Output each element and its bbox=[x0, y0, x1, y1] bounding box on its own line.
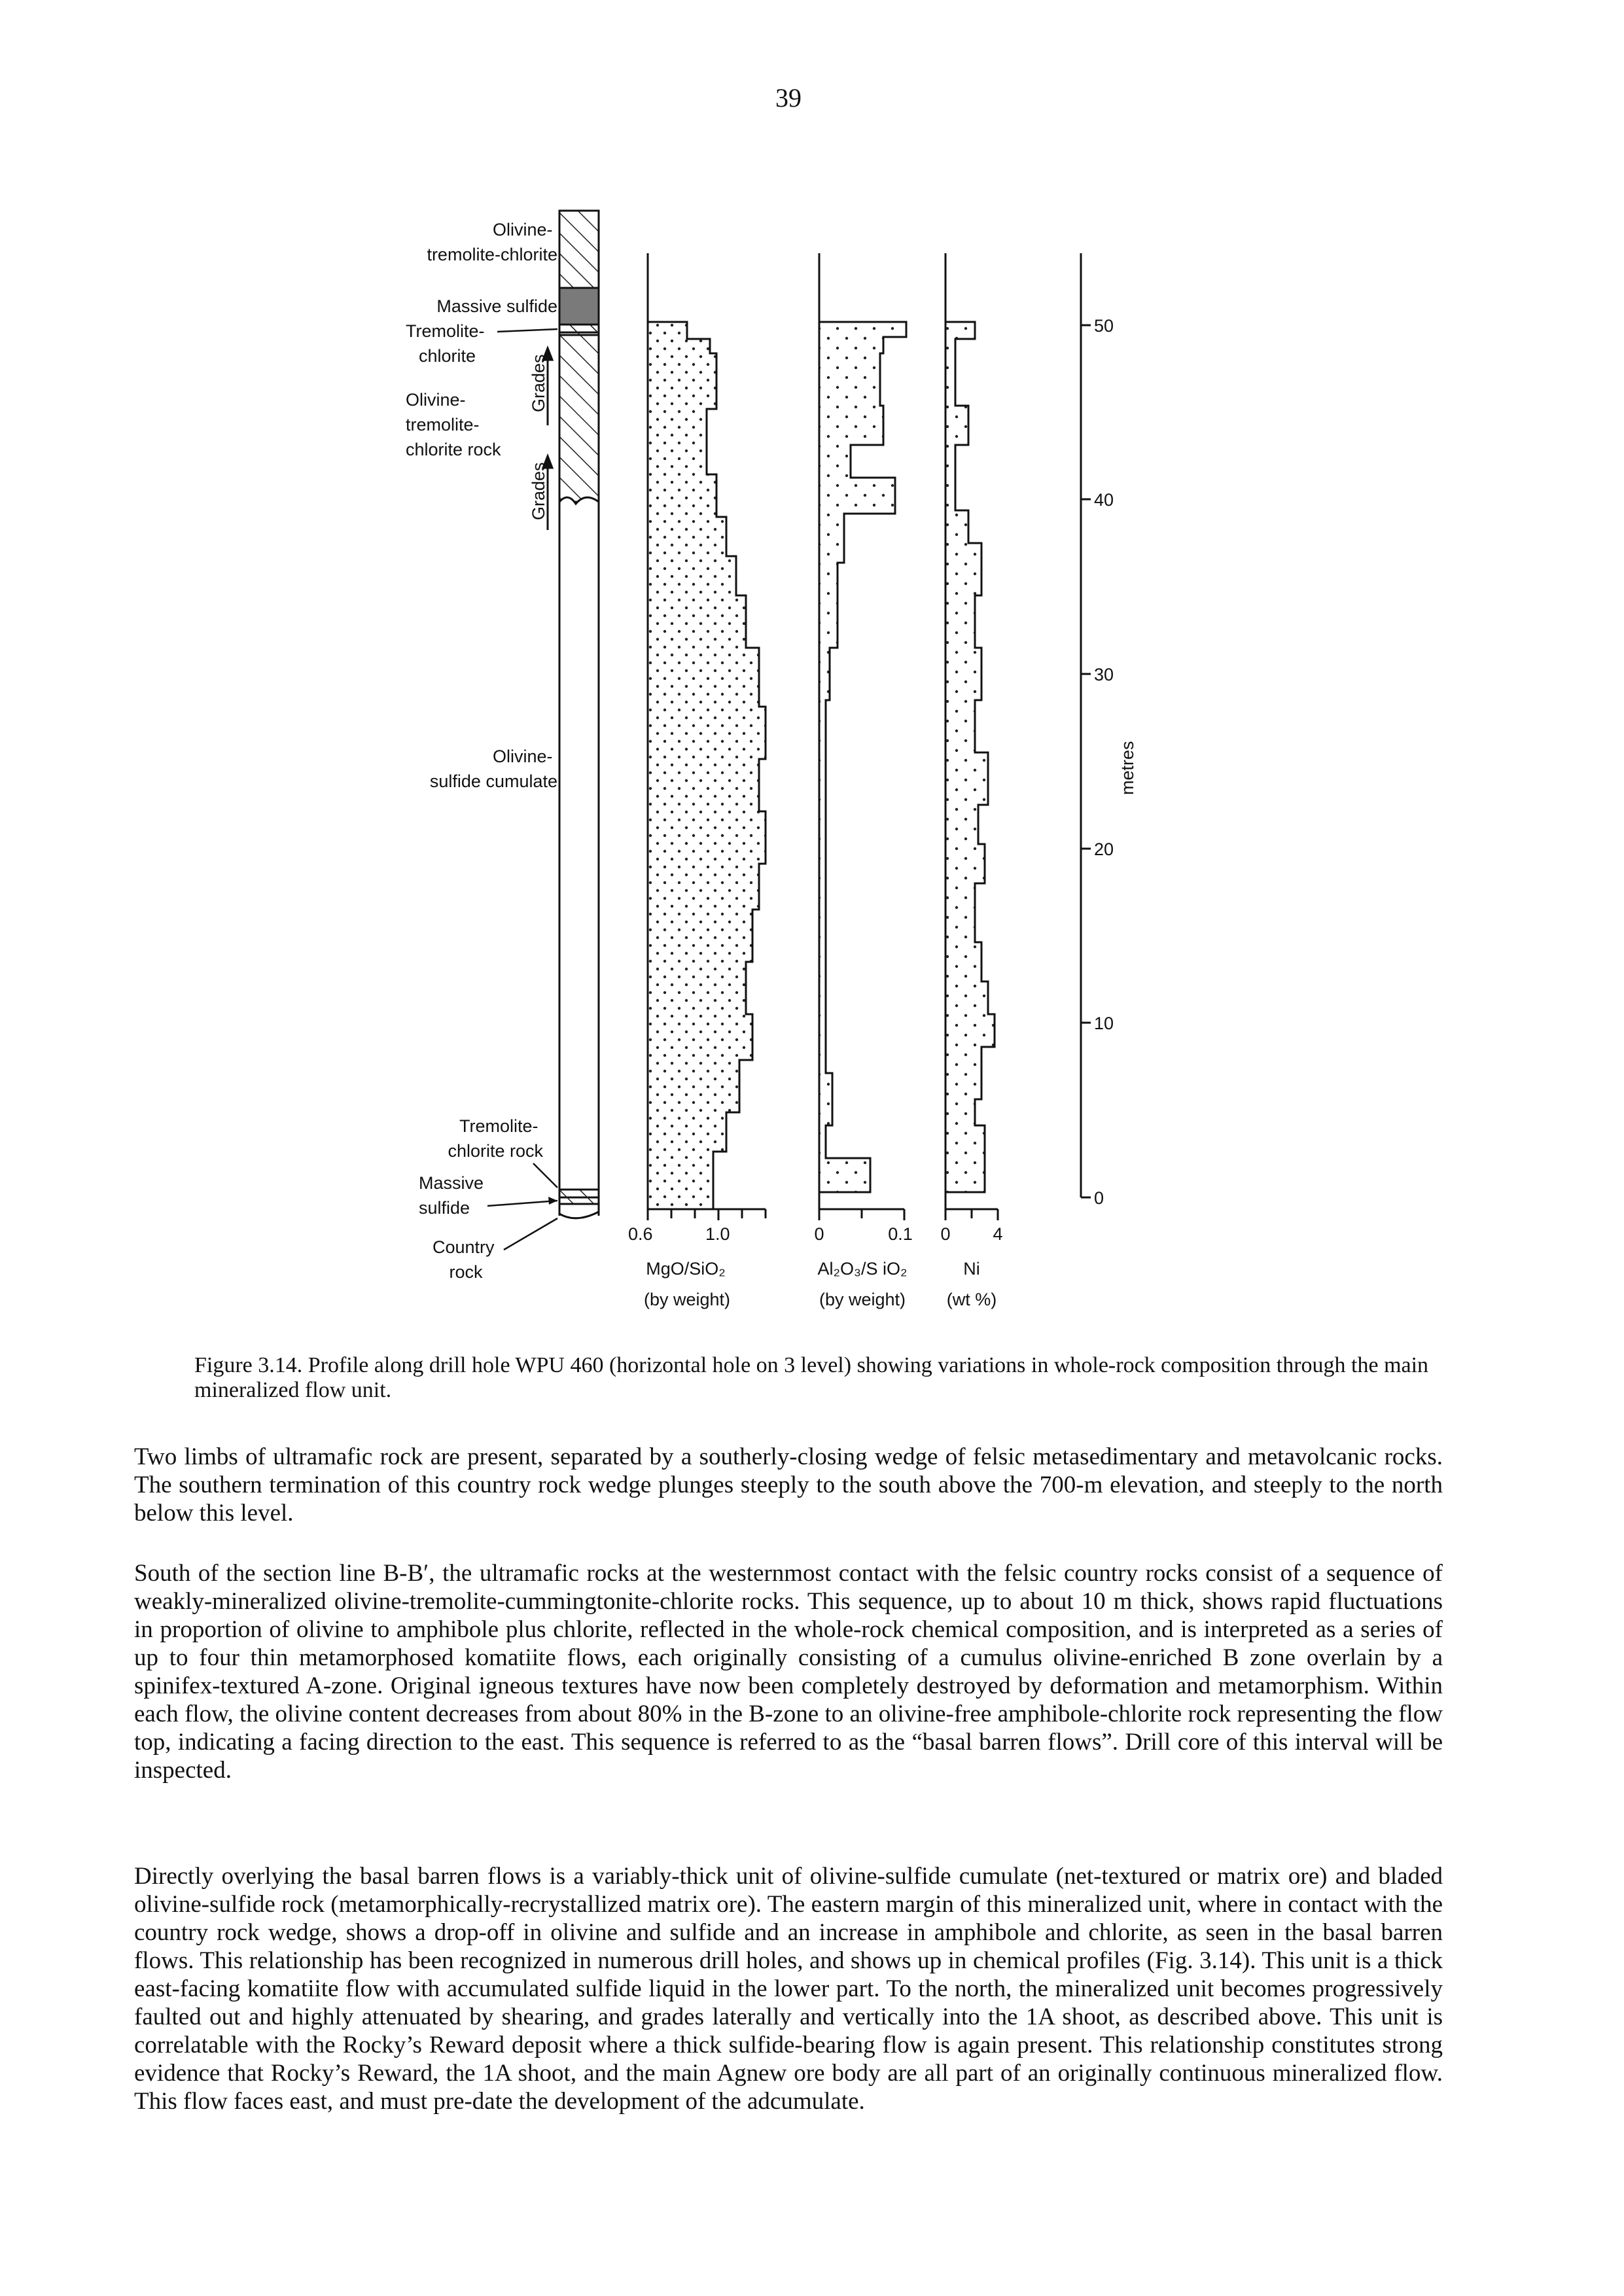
label-grades-upper: Grades bbox=[529, 354, 548, 412]
label-massive-sulfide-top: Massive sulfide bbox=[436, 296, 557, 316]
label-olivine-sulfide-cumulate: Olivine- sulfide cumulate bbox=[429, 747, 557, 791]
massive-sulfide-top-band bbox=[559, 288, 599, 325]
depth-axis-label: metres bbox=[1118, 741, 1137, 795]
label-massive-sulfide-bottom: Massive sulfide bbox=[419, 1173, 484, 1218]
al2o3-tick-1: 0.1 bbox=[888, 1224, 913, 1244]
paragraph-1: Two limbs of ultramafic rock are present, separated by a southerly-closing wedge of felsic metasedimentary and metavolcanic rocks. The southern termination of this country rock wedge plunges steeply to the south above the 700-m elevation, and steeply to the north below this level. bbox=[134, 1443, 1443, 1527]
label-olivine-tremolite-chlorite: Olivine- tremolite-chlorite bbox=[427, 220, 557, 264]
al2o3-tick-0: 0 bbox=[814, 1224, 824, 1244]
label-tremolite-chlorite-rock: Tremolite- chlorite rock bbox=[448, 1116, 543, 1161]
depth-tick-10: 10 bbox=[1094, 1014, 1114, 1033]
page-number: 39 bbox=[775, 83, 802, 113]
panel-al2o3-sio2 bbox=[814, 253, 912, 1309]
mgo-tick-0: 0.6 bbox=[628, 1224, 653, 1244]
mgo-sio2-profile bbox=[648, 322, 766, 1209]
paragraph-3: Directly overlying the basal barren flows is a variably-thick unit of olivine-sulfide cumulate (net-textured or matrix ore) and bladed olivine-sulfide rock (metamorphically-recrystallized matrix ore). The eastern margin of this mineralized unit, where in contact with the country rock wedge, shows a drop-off in olivine and sulfide and an increase in amphibole and chlorite, as seen in the basal barren flows. This relationship has been recognized in numerous drill holes, and shows up in chemical profiles (Fig. 3.14). This unit is a thick east-facing komatiite flow with accumulated sulfide liquid in the lower part. To the north, the mineralized unit becomes progressively faulted out and highly attenuated by shearing, and grades laterally and vertically into the 1A shoot, as described above. This unit is correlatable with the Rocky’s Reward deposit where a thick sulfide-bearing flow is again present. This relationship constitutes strong evidence that Rocky’s Reward, the 1A shoot, and the main Agnew ore body are all part of an originally continuous mineralized flow. This flow faces east, and must pre-date the development of the adcumulate. bbox=[134, 1863, 1443, 2115]
depth-tick-0: 0 bbox=[1094, 1188, 1104, 1208]
label-grades-lower: Grades bbox=[529, 462, 548, 520]
label-olivine-tremolite-chlorite-rock: Olivine- tremolite- chlorite rock bbox=[406, 390, 501, 459]
ni-tick-1: 4 bbox=[993, 1224, 1003, 1244]
ni-unit: (wt %) bbox=[946, 1290, 997, 1309]
al2o3-sio2-label: Al₂O₃/S iO₂ bbox=[817, 1259, 908, 1279]
mgo-sio2-label: MgO/SiO₂ bbox=[646, 1259, 726, 1279]
tremolite-chlorite-band bbox=[559, 325, 599, 335]
massive-sulfide-bottom-band bbox=[559, 1190, 599, 1204]
label-country-rock: Country rock bbox=[432, 1237, 495, 1282]
ni-profile bbox=[945, 322, 995, 1192]
depth-tick-50: 50 bbox=[1094, 316, 1114, 336]
mgo-sio2-unit: (by weight) bbox=[643, 1290, 731, 1309]
drill-core-column bbox=[559, 211, 599, 1218]
depth-tick-40: 40 bbox=[1094, 490, 1114, 510]
paragraph-2: South of the section line B-B′, the ultramafic rocks at the westernmost contact with the felsic country rocks consist of a sequence of weakly-mineralized olivine-tremolite-cummingtonite-chlorite rocks. This sequence, up to about 10 m thick, shows rapid fluctuations in proportion of olivine to amphibole plus chlorite, reflected in the whole-rock chemical composition, and is interpreted as a series of up to four thin metamorphosed komatiite flows, each originally consisting of a cumulus olivine-enriched B zone overlain by a spinifex-textured A-zone. Original igneous textures have now been completely destroyed by deformation and metamorphism. Within each flow, the olivine content decreases from about 80% in the B-zone to an olivine-free amphibole-chlorite rock representing the flow top, indicating a facing direction to the east. This sequence is referred to as the “basal barren flows”. Drill core of this interval will be inspected. bbox=[134, 1560, 1443, 1784]
figure-caption: Figure 3.14. Profile along drill hole WPU 460 (horizontal hole on 3 level) showing variations in whole-rock composition through the main mineralized flow unit. bbox=[194, 1353, 1429, 1402]
al2o3-sio2-profile bbox=[819, 322, 906, 1192]
depth-tick-20: 20 bbox=[1094, 839, 1114, 859]
ni-label: Ni bbox=[963, 1259, 980, 1279]
depth-tick-30: 30 bbox=[1094, 665, 1114, 684]
panel-mgo-sio2 bbox=[628, 253, 766, 1309]
label-tremolite-chlorite: Tremolite- chlorite bbox=[406, 321, 485, 366]
ni-tick-0: 0 bbox=[940, 1224, 951, 1244]
panel-ni bbox=[940, 253, 1002, 1309]
depth-scale bbox=[1081, 253, 1137, 1208]
al2o3-sio2-unit: (by weight) bbox=[819, 1290, 906, 1309]
mgo-tick-1: 1.0 bbox=[705, 1224, 730, 1244]
